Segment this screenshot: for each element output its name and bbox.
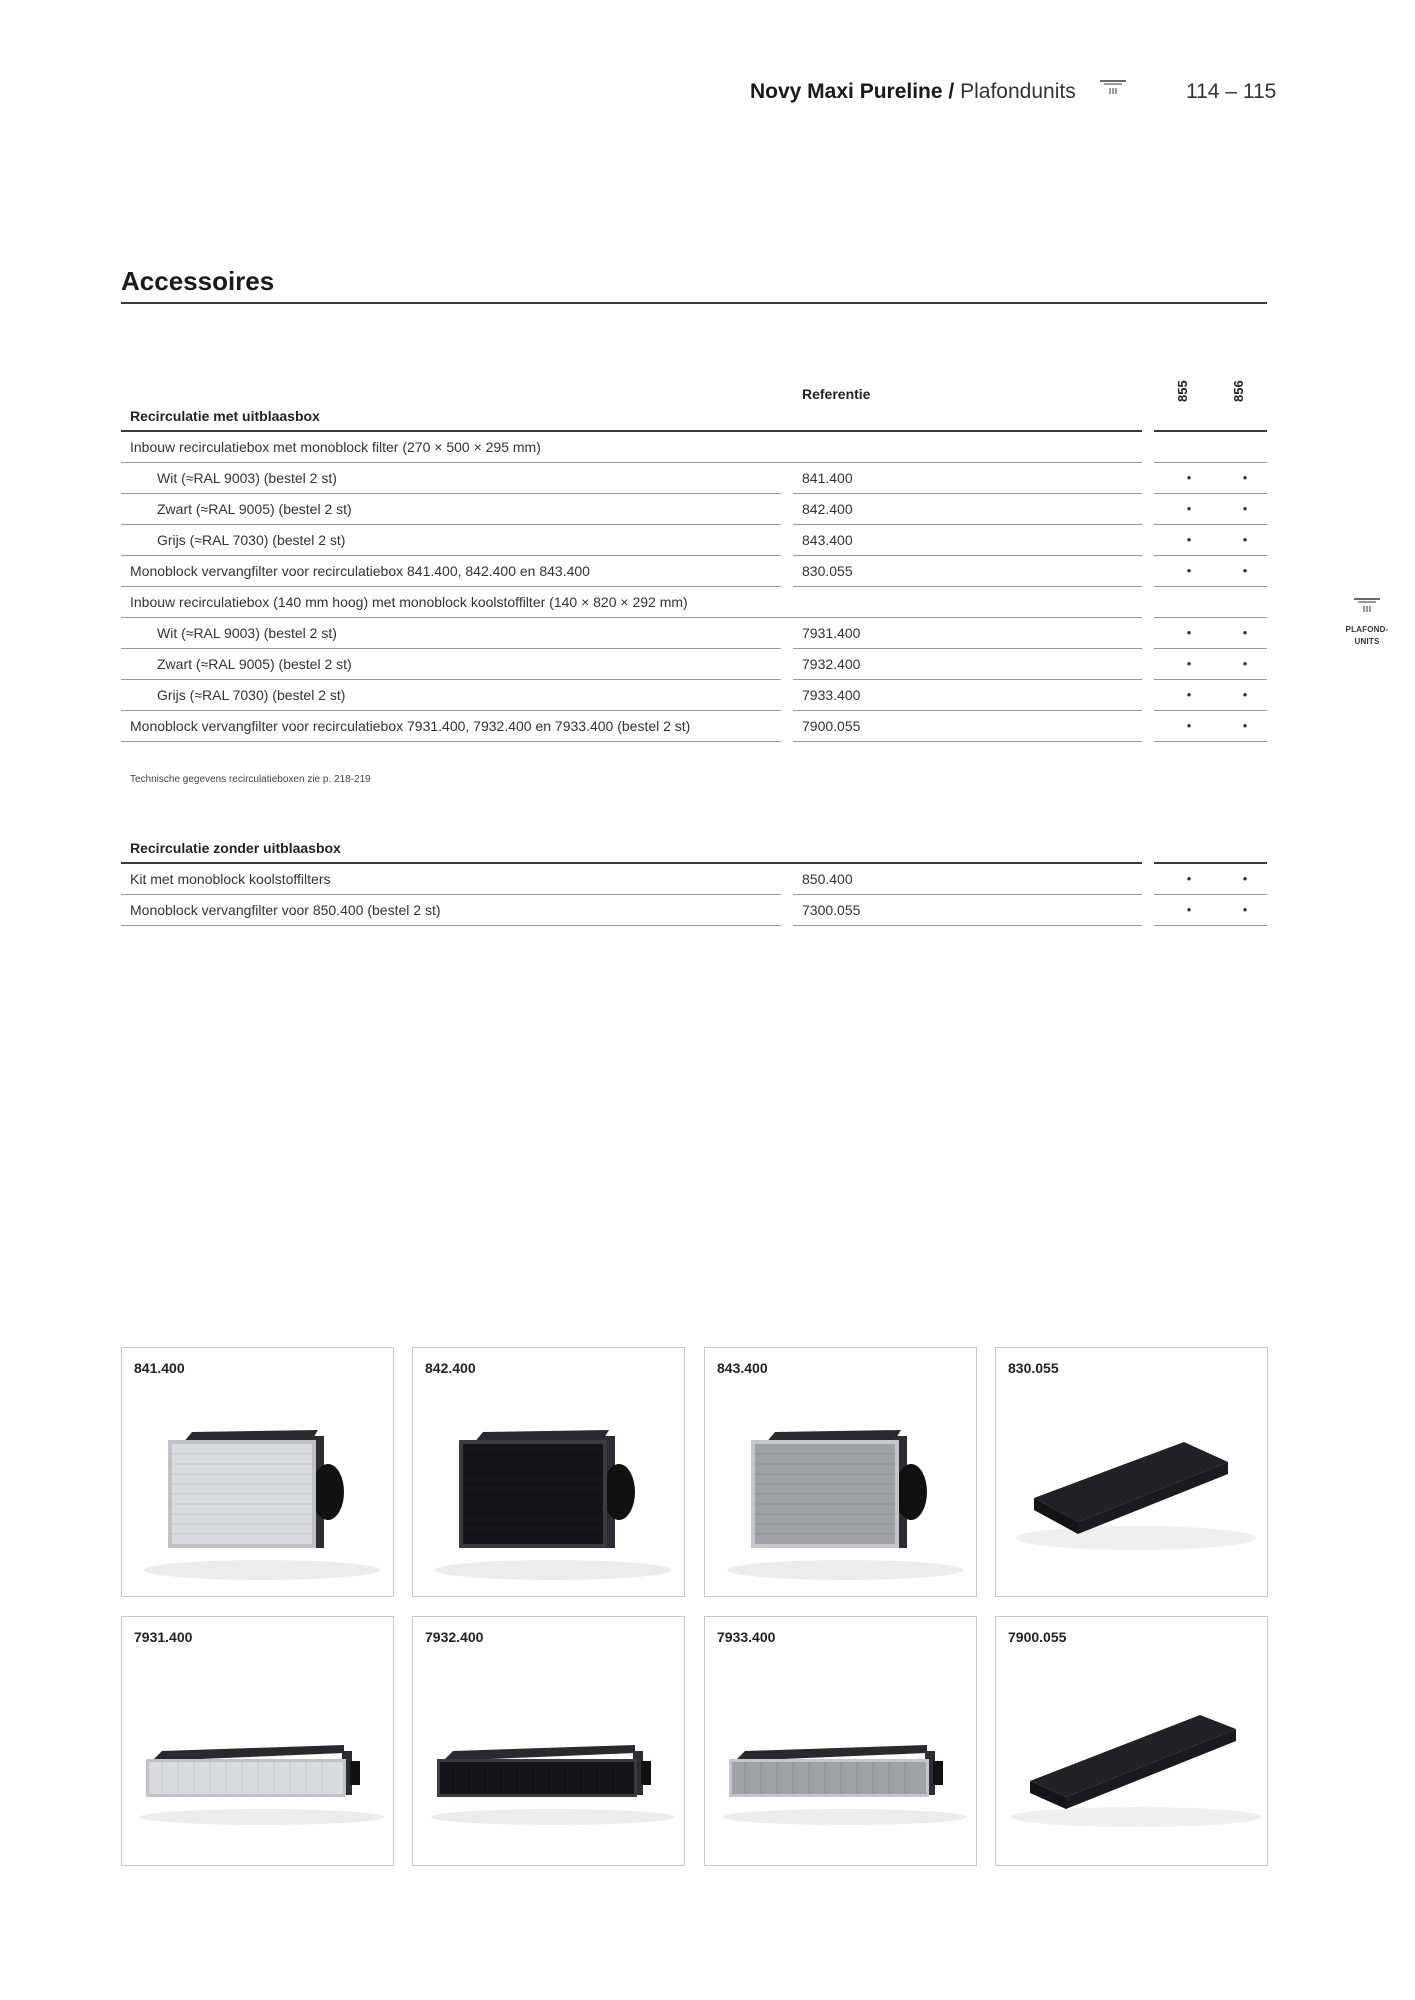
product-card-830-055 xyxy=(995,1347,1268,1597)
row-rule-ref xyxy=(793,925,1142,926)
category-name: Plafondunits xyxy=(960,80,1076,103)
product-card-7931-400 xyxy=(121,1616,394,1866)
header-title xyxy=(750,80,1076,104)
product-image xyxy=(996,1657,1266,1862)
row-reference: 7900.055 xyxy=(802,718,861,734)
ceiling-hood-icon xyxy=(1353,596,1381,618)
row-description: Monoblock vervangfilter voor recirculatiebox 841.400, 842.400 en 843.400 xyxy=(130,563,590,579)
row-description: Inbouw recirculatiebox (140 mm hoog) met monoblock koolstoffilter (140 × 820 × 292 mm) xyxy=(130,594,688,610)
product-card-7932-400 xyxy=(412,1616,685,1866)
group2-rows xyxy=(121,864,1267,926)
section-title-rule xyxy=(121,302,1267,304)
table-row xyxy=(121,895,1267,926)
accessories-table-recirc-with-box xyxy=(121,372,1267,785)
table-header-row xyxy=(121,372,1267,402)
row-mark-856: • xyxy=(1242,532,1248,547)
table-row xyxy=(121,432,1267,463)
group-title-recirc-without-box: Recirculatie zonder uitblaasbox xyxy=(130,840,341,856)
side-tab-label xyxy=(1342,624,1392,648)
row-mark-856: • xyxy=(1242,625,1248,640)
column-header-856: 856 xyxy=(1231,380,1246,402)
row-mark-855: • xyxy=(1186,656,1192,671)
table-row xyxy=(121,556,1267,587)
row-mark-855: • xyxy=(1186,532,1192,547)
product-card-842-400 xyxy=(412,1347,685,1597)
row-rule-marks xyxy=(1154,741,1267,742)
product-image xyxy=(996,1388,1266,1593)
product-image xyxy=(705,1657,975,1862)
column-header-855: 855 xyxy=(1175,380,1190,402)
row-mark-856: • xyxy=(1242,563,1248,578)
product-code: 7932.400 xyxy=(425,1629,484,1645)
product-card-843-400 xyxy=(704,1347,977,1597)
row-rule-marks xyxy=(1154,925,1267,926)
row-reference: 7300.055 xyxy=(802,902,861,918)
row-description: Zwart (≈RAL 9005) (bestel 2 st) xyxy=(157,656,352,672)
row-mark-855: • xyxy=(1186,563,1192,578)
table-row xyxy=(121,525,1267,556)
product-image xyxy=(705,1388,975,1593)
row-rule-desc xyxy=(121,741,781,742)
row-description: Inbouw recirculatiebox met monoblock filter (270 × 500 × 295 mm) xyxy=(130,439,541,455)
row-mark-855: • xyxy=(1186,718,1192,733)
accessories-table-recirc-without-box xyxy=(121,834,1267,926)
side-tab-line2: UNITS xyxy=(1354,637,1380,646)
table-row xyxy=(121,680,1267,711)
row-description: Grijs (≈RAL 7030) (bestel 2 st) xyxy=(157,687,346,703)
product-card-841-400 xyxy=(121,1347,394,1597)
row-rule-desc xyxy=(121,925,781,926)
row-description: Wit (≈RAL 9003) (bestel 2 st) xyxy=(157,625,337,641)
row-description: Monoblock vervangfilter voor recirculatiebox 7931.400, 7932.400 en 7933.400 (bestel 2 st) xyxy=(130,718,691,734)
row-reference: 850.400 xyxy=(802,871,853,887)
row-mark-855: • xyxy=(1186,871,1192,886)
product-image xyxy=(122,1388,392,1593)
page-header xyxy=(0,78,1415,108)
table-row xyxy=(121,649,1267,680)
row-mark-856: • xyxy=(1242,718,1248,733)
row-reference: 7933.400 xyxy=(802,687,861,703)
row-mark-855: • xyxy=(1186,625,1192,640)
product-code: 7933.400 xyxy=(717,1629,776,1645)
product-card-7900-055 xyxy=(995,1616,1268,1866)
row-mark-856: • xyxy=(1242,470,1248,485)
product-image xyxy=(413,1388,683,1593)
row-description: Zwart (≈RAL 9005) (bestel 2 st) xyxy=(157,501,352,517)
group1-rows xyxy=(121,432,1267,742)
row-reference: 841.400 xyxy=(802,470,853,486)
row-description: Kit met monoblock koolstoffilters xyxy=(130,871,331,887)
group-title-recirc-with-box: Recirculatie met uitblaasbox xyxy=(130,408,320,424)
product-code: 842.400 xyxy=(425,1360,476,1376)
title-separator: / xyxy=(948,80,955,103)
row-mark-855: • xyxy=(1186,687,1192,702)
row-mark-856: • xyxy=(1242,501,1248,516)
product-code: 841.400 xyxy=(134,1360,185,1376)
product-code: 7900.055 xyxy=(1008,1629,1067,1645)
row-mark-856: • xyxy=(1242,902,1248,917)
row-mark-855 xyxy=(1181,587,1197,617)
table-row xyxy=(121,711,1267,742)
product-code: 843.400 xyxy=(717,1360,768,1376)
reference-column-header: Referentie xyxy=(802,386,871,402)
table-row xyxy=(121,494,1267,525)
ceiling-hood-icon xyxy=(1098,78,1128,102)
row-reference: 830.055 xyxy=(802,563,853,579)
table-row xyxy=(121,618,1267,649)
row-reference: 843.400 xyxy=(802,532,853,548)
row-mark-856 xyxy=(1237,587,1253,617)
row-rule-ref xyxy=(793,741,1142,742)
row-reference: 842.400 xyxy=(802,501,853,517)
product-code: 830.055 xyxy=(1008,1360,1059,1376)
row-mark-856: • xyxy=(1242,687,1248,702)
page-numbers: 114 – 115 xyxy=(1186,80,1277,103)
product-image xyxy=(413,1657,683,1862)
table-row xyxy=(121,864,1267,895)
side-tab-line1: PLAFOND- xyxy=(1345,625,1389,634)
row-mark-856: • xyxy=(1242,656,1248,671)
table-row xyxy=(121,587,1267,618)
row-description: Wit (≈RAL 9003) (bestel 2 st) xyxy=(157,470,337,486)
section-title: Accessoires xyxy=(121,266,275,296)
row-reference: 7932.400 xyxy=(802,656,861,672)
row-description: Grijs (≈RAL 7030) (bestel 2 st) xyxy=(157,532,346,548)
technical-data-note: Technische gegevens recirculatieboxen zie p. 218-219 xyxy=(130,774,371,785)
row-reference: 7931.400 xyxy=(802,625,861,641)
table-row xyxy=(121,463,1267,494)
row-mark-856 xyxy=(1237,432,1253,462)
row-mark-855: • xyxy=(1186,902,1192,917)
row-mark-855: • xyxy=(1186,470,1192,485)
product-image xyxy=(122,1657,392,1862)
row-mark-855 xyxy=(1181,432,1197,462)
row-mark-855: • xyxy=(1186,501,1192,516)
row-description: Monoblock vervangfilter voor 850.400 (bestel 2 st) xyxy=(130,902,441,918)
product-card-7933-400 xyxy=(704,1616,977,1866)
side-tab-plafondunits[interactable] xyxy=(1342,596,1392,648)
row-mark-856: • xyxy=(1242,871,1248,886)
product-code: 7931.400 xyxy=(134,1629,193,1645)
brand-name: Novy Maxi Pureline xyxy=(750,80,943,103)
